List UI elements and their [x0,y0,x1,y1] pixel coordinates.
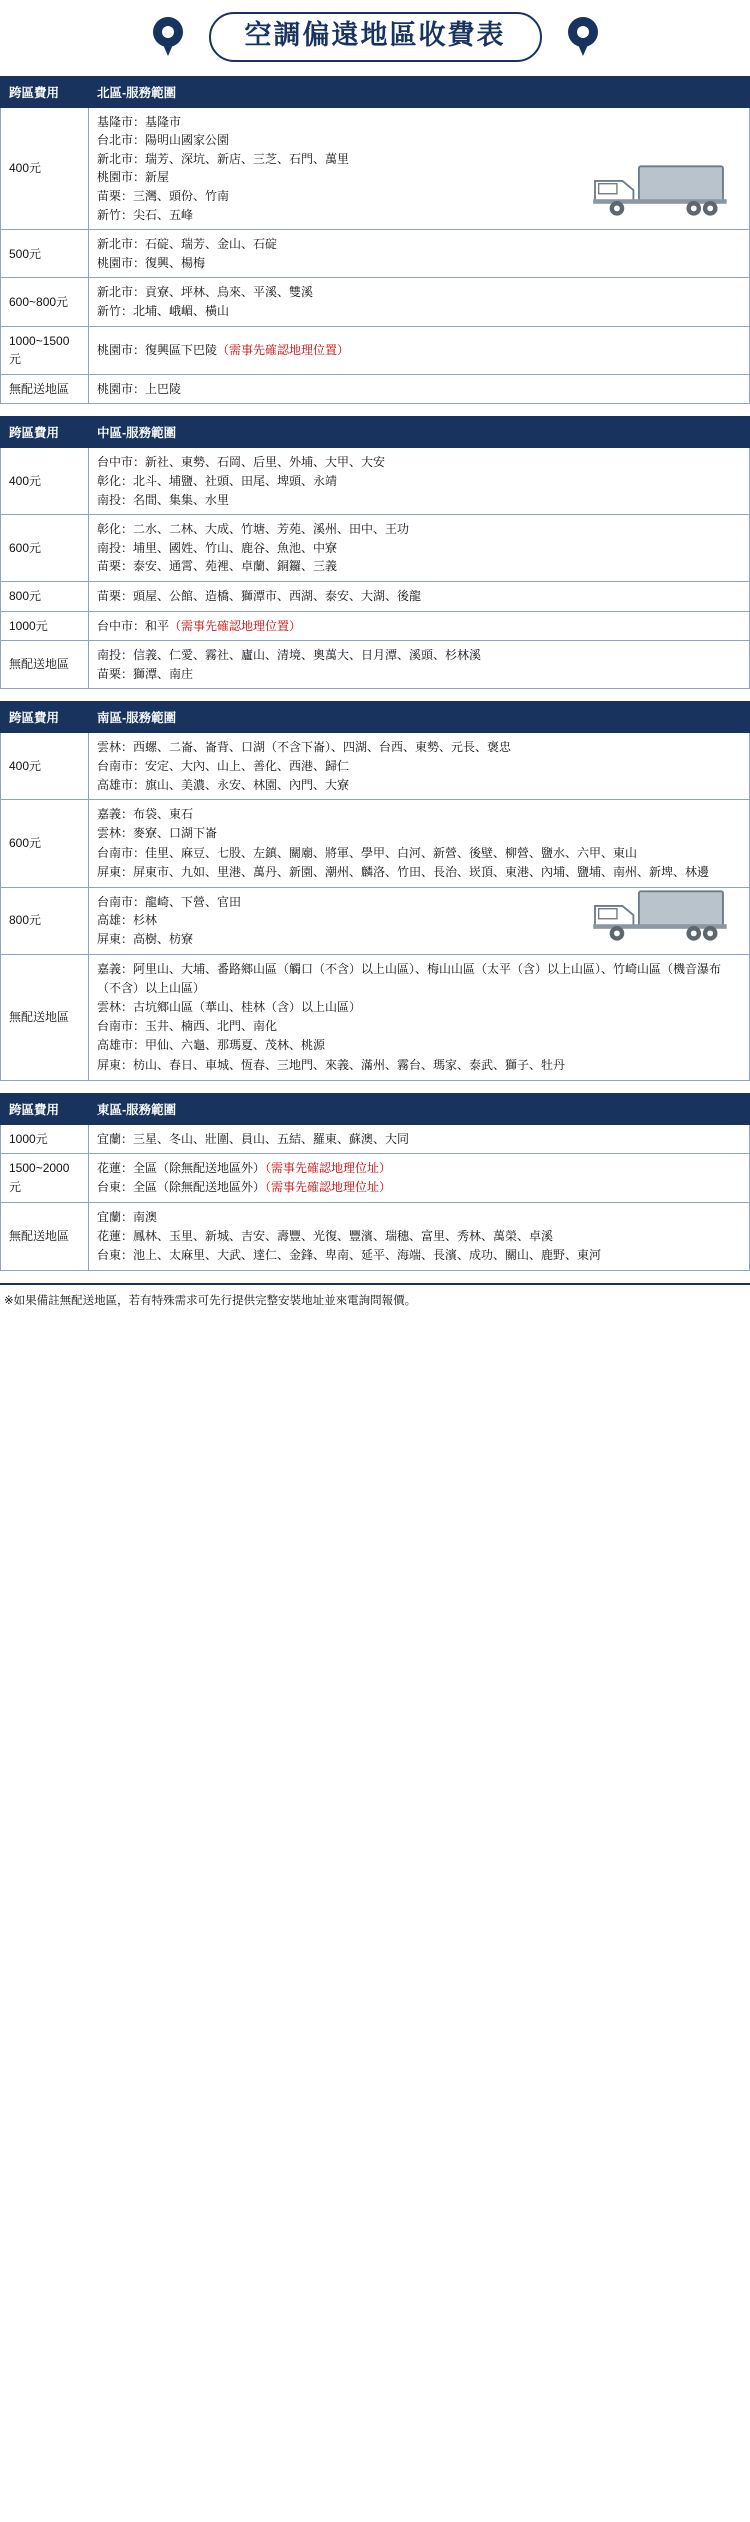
area-line: 高雄市：旗山、美濃、永安、林園、內門、大寮 [97,777,350,792]
area-cell [89,800,750,888]
area-cell [89,581,750,611]
fee-cell: 無配送地區 [1,954,89,1080]
area-line: 雲林：麥寮、口湖下崙 [97,826,218,841]
fee-cell: 1000元 [1,1124,89,1154]
area-line: 新北市：瑞芳、深坑、新店、三芝、石門、萬里 [97,151,350,166]
area-line: 桃園市：復興、楊梅 [97,255,206,270]
table-header-row [1,702,750,733]
table-row [1,230,750,278]
fee-cell: 無配送地區 [1,374,89,404]
table-row [1,641,750,689]
fee-cell: 無配送地區 [1,1202,89,1271]
area-line: 台南市：龍崎、下營、官田 [97,894,242,909]
col-fee: 跨區費用 [1,417,89,448]
map-pin-icon-right [568,17,598,57]
area-line: 台中市：新社、東勢、石岡、后里、外埔、大甲、大安 [97,455,386,470]
area-line: 南投：信義、仁愛、霧社、廬山、清境、奧萬大、日月潭、溪頭、杉林溪 [97,648,482,663]
area-cell [89,326,750,374]
area-line: 基隆市：基隆市 [97,114,182,129]
table-row [1,887,750,954]
col-fee: 跨區費用 [1,1093,89,1124]
area-cell [89,1124,750,1154]
table-row [1,1124,750,1154]
fee-cell: 500元 [1,230,89,278]
table-row [1,733,750,800]
col-area-central: 中區-服務範圍 [89,417,750,448]
area-cell [89,515,750,582]
area-cell [89,954,750,1080]
area-line: 彰化：北斗、埔鹽、社頭、田尾、埤頭、永靖 [97,474,338,488]
area-line: 南投：名間、集集、水里 [97,492,230,507]
area-line: 台中市：和平（需事先確認地理位置） [97,618,302,633]
region-south [0,701,750,1080]
east-table [0,1093,750,1271]
area-cell [89,1154,750,1202]
area-line: 桃園市：上巴陵 [97,381,182,396]
table-row [1,515,750,582]
fee-cell: 600元 [1,800,89,888]
area-line: 台南市：安定、大內、山上、善化、西港、歸仁 [97,758,350,773]
table-row [1,800,750,888]
fee-cell: 600~800元 [1,278,89,326]
table-row [1,1202,750,1271]
south-table [0,701,750,1080]
area-line: 嘉義：布袋、東石 [97,807,194,822]
table-header-row [1,1093,750,1124]
fee-cell: 1500~2000元 [1,1154,89,1202]
central-table [0,416,750,689]
area-line: 新竹：北埔、峨嵋、橫山 [97,304,230,319]
area-cell [89,278,750,326]
area-line: 屏東：屏東市、九如、里港、萬丹、新園、潮州、麟洛、竹田、長治、崁頂、東港、內埔、鹽埔、南州、新埤、林邊 [97,864,710,879]
region-central [0,416,750,689]
area-cell [89,1202,750,1271]
area-line: 宜蘭：南澳 [97,1209,158,1224]
area-cell [89,733,750,800]
table-row [1,448,750,515]
document-title-bar [0,0,750,76]
fee-cell: 800元 [1,887,89,954]
page-title: 空調偏遠地區收費表 [209,12,542,62]
area-line: 新北市：石碇、瑞芳、金山、石碇 [97,237,278,252]
area-line: 雲林：古坑鄉山區（華山、桂林（含）以上山區） [97,1000,362,1015]
table-row [1,278,750,326]
area-cell [89,641,750,689]
area-cell [89,230,750,278]
table-row [1,581,750,611]
area-line: 台東：池上、太麻里、大武、達仁、金鋒、卑南、延平、海端、長濱、成功、關山、鹿野、東河 [97,1247,602,1262]
area-cell [89,887,750,954]
area-line: 苗栗：三灣、頭份、竹南 [97,189,230,204]
fee-cell: 400元 [1,733,89,800]
fee-cell: 600元 [1,515,89,582]
fee-cell: 400元 [1,448,89,515]
fee-cell: 400元 [1,107,89,230]
fee-cell: 800元 [1,581,89,611]
area-cell [89,107,750,230]
table-row [1,374,750,404]
area-line: 苗栗：泰安、通霄、苑裡、卓蘭、銅鑼、三義 [97,559,338,574]
area-line: 花蓮：全區（除無配送地區外）（需事先確認地理位址） [97,1161,392,1176]
area-line: 台南市：佳里、麻豆、七股、左鎮、關廟、將軍、學甲、白河、新營、後壁、柳營、鹽水、六甲、東山 [97,845,638,860]
region-east [0,1093,750,1271]
table-row [1,954,750,1080]
col-fee: 跨區費用 [1,76,89,107]
region-north [0,76,750,405]
map-pin-icon-left [153,17,183,57]
area-cell [89,448,750,515]
area-line: 彰化：二水、二林、大成、竹塘、芳苑、溪州、田中、王功 [97,522,410,537]
col-area-east: 東區-服務範圍 [89,1093,750,1124]
area-line: 桃園市：新屋 [97,170,170,185]
area-line: 高雄：杉林 [97,913,158,928]
area-line: 台東：全區（除無配送地區外）（需事先確認地理位址） [97,1179,392,1194]
table-header-row [1,76,750,107]
area-line: 新竹：尖石、五峰 [97,207,194,222]
area-line: 苗栗：獅潭、南庄 [97,666,194,681]
fee-cell: 1000元 [1,611,89,641]
area-line: 台北市：陽明山國家公園 [97,133,230,148]
area-line: 高雄市：甲仙、六龜、那瑪夏、茂林、桃源 [97,1038,326,1053]
area-line: 嘉義：阿里山、大埔、番路鄉山區（觸口（不含）以上山區）、梅山山區（太平（含）以上山區）、竹崎山區（機音瀑布（不含）以上山區） [97,961,722,995]
col-area-south: 南區-服務範圍 [89,702,750,733]
area-line: 桃園市：復興區下巴陵（需事先確認地理位置） [97,342,350,357]
fee-cell: 1000~1500元 [1,326,89,374]
area-line: 屏東：高樹、枋寮 [97,932,194,947]
area-line: 新北市：貢寮、坪林、烏來、平溪、雙溪 [97,285,314,300]
footer-note: ※如果備註無配送地區，若有特殊需求可先行提供完整安裝地址並來電詢問報價。 [0,1283,750,1312]
col-area-north: 北區-服務範圍 [89,76,750,107]
area-cell [89,374,750,404]
fee-cell: 無配送地區 [1,641,89,689]
table-header-row [1,417,750,448]
area-cell [89,611,750,641]
table-row [1,326,750,374]
area-line: 宜蘭：三星、冬山、壯圍、員山、五結、羅東、蘇澳、大同 [97,1131,410,1146]
area-line: 苗栗：頭屋、公館、造橋、獅潭市、西湖、泰安、大湖、後龍 [97,588,422,603]
area-line: 南投：埔里、國姓、竹山、鹿谷、魚池、中寮 [97,540,338,555]
table-row [1,107,750,230]
table-row [1,611,750,641]
col-fee: 跨區費用 [1,702,89,733]
area-line: 花蓮：鳳林、玉里、新城、吉安、壽豐、光復、豐濱、瑞穗、富里、秀林、萬榮、卓溪 [97,1228,554,1243]
area-line: 雲林：西螺、二崙、崙背、口湖（不含下崙）、四湖、台西、東勢、元長、褒忠 [97,740,512,755]
north-table [0,76,750,405]
table-row [1,1154,750,1202]
area-line: 台南市：玉井、楠西、北門、南化 [97,1019,278,1034]
area-line: 屏東：枋山、春日、車城、恆春、三地門、來義、滿州、霧台、瑪家、泰武、獅子、牡丹 [97,1057,566,1072]
